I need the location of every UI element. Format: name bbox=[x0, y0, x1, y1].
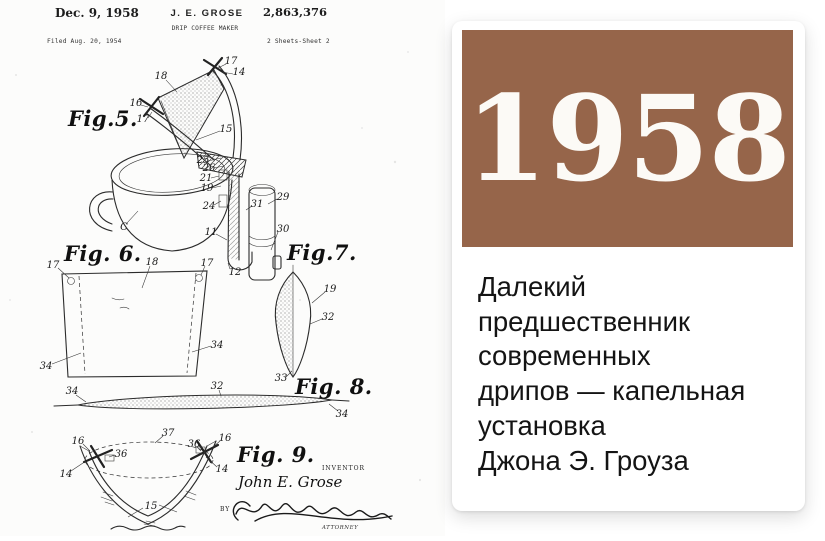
ref-label: 14 bbox=[59, 469, 73, 480]
ref-label: 21 bbox=[199, 173, 213, 184]
ref-label: 26 bbox=[202, 163, 216, 174]
caption-line: предшественник bbox=[478, 305, 690, 337]
ref-label: 17 bbox=[200, 258, 214, 269]
ref-label: 14 bbox=[232, 67, 246, 78]
by-label: BY bbox=[220, 506, 231, 513]
year-box bbox=[462, 30, 793, 247]
ref-label: 34 bbox=[210, 340, 224, 351]
ref-label: 36 bbox=[187, 439, 201, 450]
fig7-drawing bbox=[275, 240, 357, 384]
caption-line: дрипов — капельная bbox=[478, 375, 746, 407]
ref-label: 34 bbox=[39, 361, 53, 372]
patent-header bbox=[47, 5, 330, 45]
ref-label: 17 bbox=[136, 114, 150, 125]
caption-line: Далекий bbox=[478, 271, 587, 302]
ref-label: 24 bbox=[202, 201, 216, 212]
caption-text bbox=[478, 270, 745, 478]
ref-label: 37 bbox=[161, 428, 175, 439]
ref-label: 17 bbox=[224, 56, 238, 67]
ref-label: 15 bbox=[144, 501, 158, 512]
caption-line: установка bbox=[478, 409, 606, 441]
ref-label: 14 bbox=[215, 464, 229, 475]
caption-line: современных bbox=[478, 340, 651, 372]
year-card bbox=[452, 21, 805, 511]
ref-label: 29 bbox=[276, 192, 290, 203]
attorney-label: ATTORNEY bbox=[322, 525, 359, 531]
ref-label: 19 bbox=[200, 183, 214, 194]
signature-block bbox=[220, 465, 392, 531]
ref-label: 16 bbox=[218, 433, 232, 444]
fig6-drawing bbox=[40, 241, 224, 377]
fig5-label: Fig.5. bbox=[68, 106, 138, 131]
ref-label: 12 bbox=[228, 267, 242, 278]
fig8-label: Fig. 8. bbox=[295, 374, 373, 399]
ref-label: 18 bbox=[154, 71, 168, 82]
ref-label: C bbox=[120, 222, 128, 233]
patent-sheet-label: 2 Sheets-Sheet 2 bbox=[267, 38, 330, 45]
patent-title: DRIP COFFEE MAKER bbox=[171, 25, 239, 32]
attorney-signature bbox=[233, 502, 392, 521]
ref-label: 32 bbox=[210, 381, 224, 392]
ref-label: 33 bbox=[274, 373, 288, 384]
caption-line: Джона Э. Гроуза bbox=[478, 444, 689, 476]
ref-label: 36 bbox=[114, 449, 128, 460]
fig7-label: Fig.7. bbox=[287, 240, 357, 265]
ref-label: 11 bbox=[204, 227, 218, 238]
inventor-label: INVENTOR bbox=[322, 465, 366, 472]
ref-label: 32 bbox=[321, 312, 335, 323]
ref-label: 34 bbox=[335, 409, 349, 420]
ref-label: 18 bbox=[145, 257, 159, 268]
ref-label: 16 bbox=[71, 436, 85, 447]
ref-label: 19 bbox=[323, 284, 337, 295]
ref-label: 31 bbox=[250, 199, 264, 210]
ref-label: 30 bbox=[276, 224, 290, 235]
patent-number: 2,863,376 bbox=[263, 5, 328, 19]
fig6-label: Fig. 6. bbox=[64, 241, 142, 266]
ref-label: 15 bbox=[219, 124, 233, 135]
patent-filed-date: Filed Aug. 20, 1954 bbox=[47, 38, 122, 45]
patent-date: Dec. 9, 1958 bbox=[55, 6, 139, 20]
fig9-label: Fig. 9. bbox=[237, 442, 315, 467]
ref-label: 16 bbox=[129, 98, 143, 109]
ref-label: 25 bbox=[196, 155, 210, 166]
year-text: 1958 bbox=[465, 69, 790, 208]
ref-label: 34 bbox=[65, 386, 79, 397]
ref-label: 17 bbox=[46, 260, 60, 271]
fig8-drawing bbox=[54, 374, 373, 420]
patent-inventor-name: J. E. GROSE bbox=[170, 8, 244, 19]
inventor-signature-name: John E. Grose bbox=[238, 473, 343, 491]
